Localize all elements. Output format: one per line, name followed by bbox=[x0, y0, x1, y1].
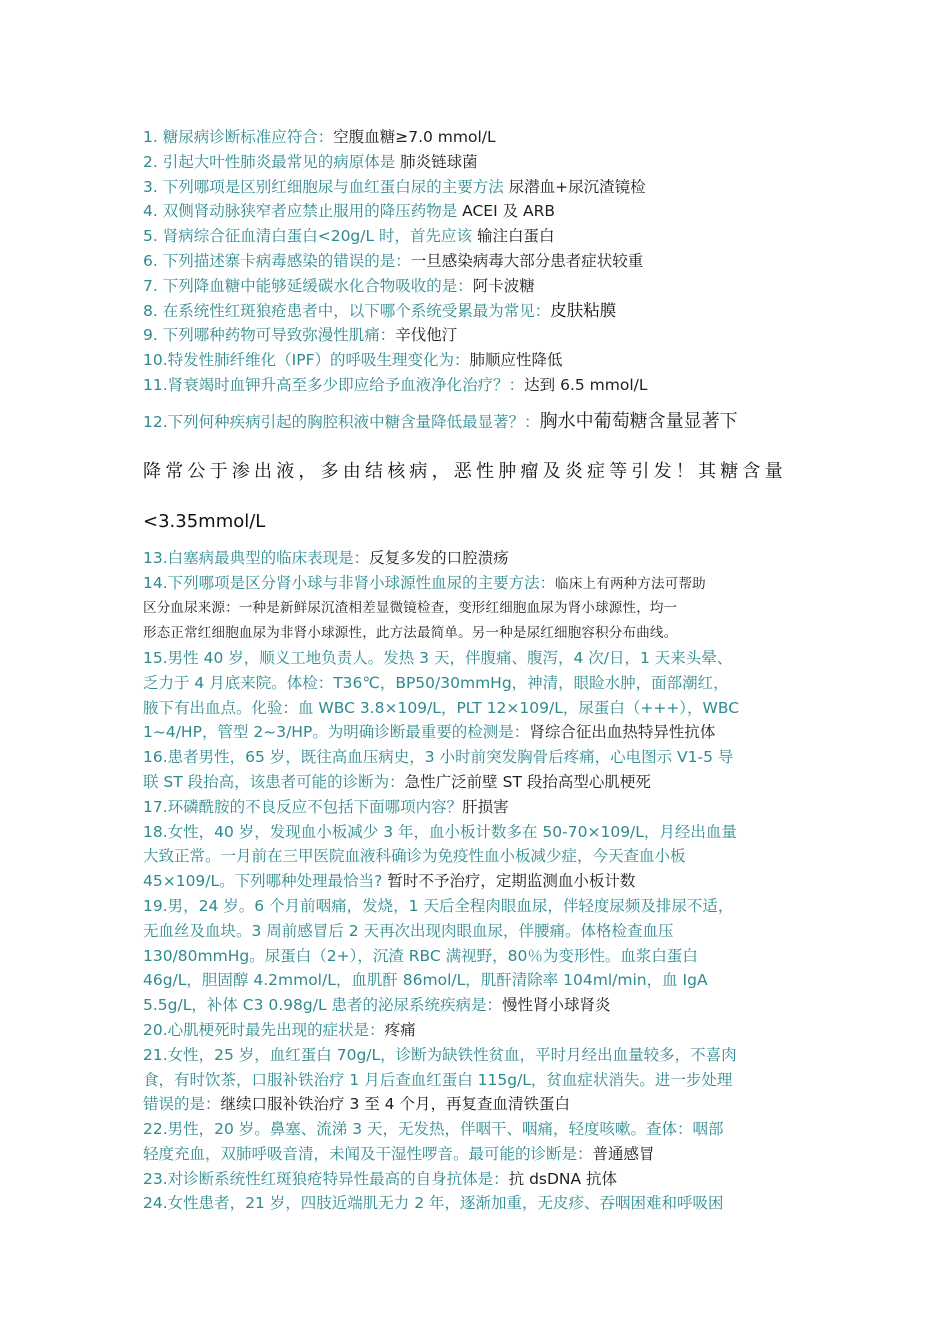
question-19-last bbox=[143, 993, 809, 1018]
question-text: 1~4/HP，管型 2~3/HP。为明确诊断最重要的检测是： bbox=[143, 723, 530, 742]
spacer bbox=[143, 398, 809, 408]
question-6 bbox=[143, 249, 809, 274]
question-15-line: 腋下有出血点。化验：血 WBC 3.8×109/L，PLT 12×109/L，尿蛋白（+++），WBC bbox=[143, 698, 740, 717]
spacer bbox=[143, 436, 809, 458]
question-text: 8. 在系统性红斑狼疮患者中，以下哪个系统受累最为常见： bbox=[143, 301, 551, 320]
answer-text: 急性广泛前壁 ST 段抬高型心肌梗死 bbox=[404, 772, 651, 791]
question-text: 14.下列哪项是区分肾小球与非肾小球源性血尿的主要方法： bbox=[143, 573, 556, 592]
answer-text: 肝损害 bbox=[462, 797, 509, 816]
question-21-line: 食，有时饮茶，口服补铁治疗 1 月后查血红蛋白 115g/L，贫血症状消失。进一步处理 bbox=[143, 1070, 733, 1089]
question-text: 20.心肌梗死时最先出现的症状是： bbox=[143, 1020, 385, 1039]
question-text: 4. 双侧肾动脉狭窄者应禁止服用的降压药物是 bbox=[143, 202, 458, 221]
question-23 bbox=[143, 1167, 809, 1192]
question-10 bbox=[143, 348, 809, 373]
question-15-last bbox=[143, 720, 809, 745]
question-19-line: 130/80mmHg。尿蛋白（2+），沉渣 RBC 满视野，80％为变形性。血浆白蛋白 bbox=[143, 946, 698, 965]
answer-text: 普通感冒 bbox=[592, 1144, 655, 1163]
question-text: 6. 下列描述寨卡病毒感染的错误的是： bbox=[143, 251, 411, 270]
question-text: 13.白塞病最典型的临床表现是： bbox=[143, 548, 370, 567]
question-4 bbox=[143, 199, 809, 224]
question-text: 17.环磷酰胺的不良反应不包括下面哪项内容？ bbox=[143, 797, 463, 816]
question-16-last bbox=[143, 770, 809, 795]
question-22-last bbox=[143, 1142, 809, 1167]
question-text: 3. 下列哪项是区别红细胞尿与血红蛋白尿的主要方法 bbox=[143, 177, 504, 196]
question-19-line: 46g/L，胆固醇 4.2mmol/L，血肌酐 86mol/L，肌酐清除率 104ml/min，血 IgA bbox=[143, 971, 708, 990]
question-text: 45×109/L。下列哪种处理最恰当? bbox=[143, 872, 383, 891]
question-text: 1. 糖尿病诊断标准应符合： bbox=[143, 128, 334, 146]
question-19-line: 无血丝及血块。3 周前感冒后 2 天再次出现肉眼血尿，伴腰痛。体格检查血压 bbox=[143, 921, 674, 940]
answer-text: 慢性肾小球肾炎 bbox=[502, 996, 611, 1015]
question-text: 2. 引起大叶性肺炎最常见的病原体是 bbox=[143, 152, 396, 171]
question-22-line: 22.男性，20 岁。鼻塞、流涕 3 天，无发热，伴咽干、咽痛，轻度咳嗽。查体：咽部 bbox=[143, 1120, 724, 1139]
question-text: 联 ST 段抬高，该患者可能的诊断为： bbox=[143, 772, 405, 791]
answer-continuation: 降常公于渗出液，多由结核病，恶性肿瘤及炎症等引发！其糖含量 bbox=[143, 460, 787, 482]
answer-text: 胸水中葡萄糖含量显著下 bbox=[539, 410, 738, 432]
question-15-line: 15.男性 40 岁，顺义工地负责人。发热 3 天，伴腹痛、腹泻，4 次/日，1 天来头晕、 bbox=[143, 648, 733, 667]
question-text: 5.5g/L，补体 C3 0.98g/L 患者的泌尿系统疾病是： bbox=[143, 996, 503, 1015]
question-20 bbox=[143, 1018, 809, 1043]
question-text: 12.下列何种疾病引起的胸腔积液中糖含量降低最显著？： bbox=[143, 412, 540, 431]
spacer bbox=[143, 486, 809, 508]
question-7 bbox=[143, 274, 809, 299]
question-11 bbox=[143, 373, 809, 398]
question-17 bbox=[143, 795, 809, 820]
question-18-line: 18.女性，40 岁，发现血小板减少 3 年，血小板计数多在 50-70×109/L，月经出血量 bbox=[143, 822, 737, 841]
question-12 bbox=[143, 408, 809, 436]
answer-continuation: 形态正常红细胞血尿为非肾小球源性，此方法最简单。另一种是尿红细胞容积分布曲线。 bbox=[143, 625, 678, 642]
question-15-line: 乏力于 4 月底来院。体检：T36℃，BP50/30mmHg，神清，眼睑水肿，面部潮红， bbox=[143, 673, 729, 692]
answer-text: 疼痛 bbox=[384, 1020, 416, 1039]
question-9 bbox=[143, 323, 809, 348]
question-2 bbox=[143, 150, 809, 175]
answer-text: 继续口服补铁治疗 3 至 4 个月，再复查血清铁蛋白 bbox=[220, 1095, 570, 1114]
question-text: 9. 下列哪种药物可导致弥漫性肌痛： bbox=[143, 326, 396, 345]
question-13 bbox=[143, 546, 809, 571]
answer-text: 反复多发的口腔溃疡 bbox=[369, 548, 509, 567]
question-18-last bbox=[143, 869, 809, 894]
question-1 bbox=[143, 125, 809, 150]
answer-text: 尿潜血+尿沉渣镜检 bbox=[503, 177, 646, 196]
answer-text: 达到 6.5 mmol/L bbox=[524, 375, 648, 394]
question-24-line: 24.女性患者，21 岁，四肢近端肌无力 2 年，逐渐加重，无皮疹、吞咽困难和呼吸困 bbox=[143, 1194, 724, 1213]
answer-text: 肾综合征出血热特异性抗体 bbox=[529, 723, 716, 742]
answer-text: 一旦感染病毒大部分患者症状较重 bbox=[410, 251, 644, 270]
answer-text: 空腹血糖≥7.0 mmol/L bbox=[333, 128, 496, 146]
question-21-last bbox=[143, 1092, 809, 1117]
answer-text: 肺顺应性降低 bbox=[469, 351, 563, 370]
answer-text: 肺炎链球菌 bbox=[395, 152, 478, 171]
answer-text: ACEI 及 ARB bbox=[457, 202, 556, 221]
answer-text: 抗 dsDNA 抗体 bbox=[508, 1169, 618, 1188]
answer-text: 阿卡波糖 bbox=[472, 276, 535, 295]
answer-continuation: 区分血尿来源：一种是新鲜尿沉渣相差显微镜检查，变形红细胞血尿为肾小球源性，均一 bbox=[143, 600, 678, 617]
question-16-line: 16.患者男性，65 岁，既往高血压病史，3 小时前突发胸骨后疼痛，心电图示 V1-5 导 bbox=[143, 748, 734, 767]
answer-text: 皮肤粘膜 bbox=[550, 300, 617, 320]
question-5 bbox=[143, 224, 809, 249]
spacer bbox=[143, 536, 809, 546]
question-19-line: 19.男，24 岁。6 个月前咽痛，发烧，1 天后全程肉眼血尿，伴轻度尿频及排尿不适， bbox=[143, 896, 734, 915]
question-text: 11.肾衰竭时血钾升高至多少即应给予血液净化治疗？： bbox=[143, 375, 525, 394]
question-text: 错误的是： bbox=[143, 1095, 221, 1114]
question-21-line: 21.女性，25 岁，血红蛋白 70g/L，诊断为缺铁性贫血，平时月经出血量较多，不喜肉 bbox=[143, 1045, 737, 1064]
answer-text: 暂时不予治疗，定期监测血小板计数 bbox=[382, 872, 636, 891]
question-14 bbox=[143, 571, 809, 597]
question-text: 7. 下列降血糖中能够延缓碳水化合物吸收的是： bbox=[143, 276, 473, 295]
question-3 bbox=[143, 175, 809, 200]
question-8 bbox=[143, 299, 809, 324]
answer-text: 临床上有两种方法可帮助 bbox=[555, 575, 706, 592]
question-text: 轻度充血，双肺呼吸音清，未闻及干湿性啰音。最可能的诊断是： bbox=[143, 1144, 593, 1163]
question-list bbox=[143, 125, 809, 1216]
question-text: 23.对诊断系统性红斑狼疮特异性最高的自身抗体是： bbox=[143, 1169, 509, 1188]
question-text: 10.特发性肺纤维化（IPF）的呼吸生理变化为： bbox=[143, 351, 470, 370]
answer-text: 辛伐他汀 bbox=[395, 326, 458, 345]
answer-continuation: <3.35mmol/L bbox=[143, 510, 266, 532]
answer-text: 输注白蛋白 bbox=[472, 227, 555, 246]
question-text: 5. 肾病综合征血清白蛋白<20g/L 时，首先应该 bbox=[143, 227, 473, 246]
question-18-line: 大致正常。一月前在三甲医院血液科确诊为免疫性血小板减少症，今天查血小板 bbox=[143, 847, 686, 866]
